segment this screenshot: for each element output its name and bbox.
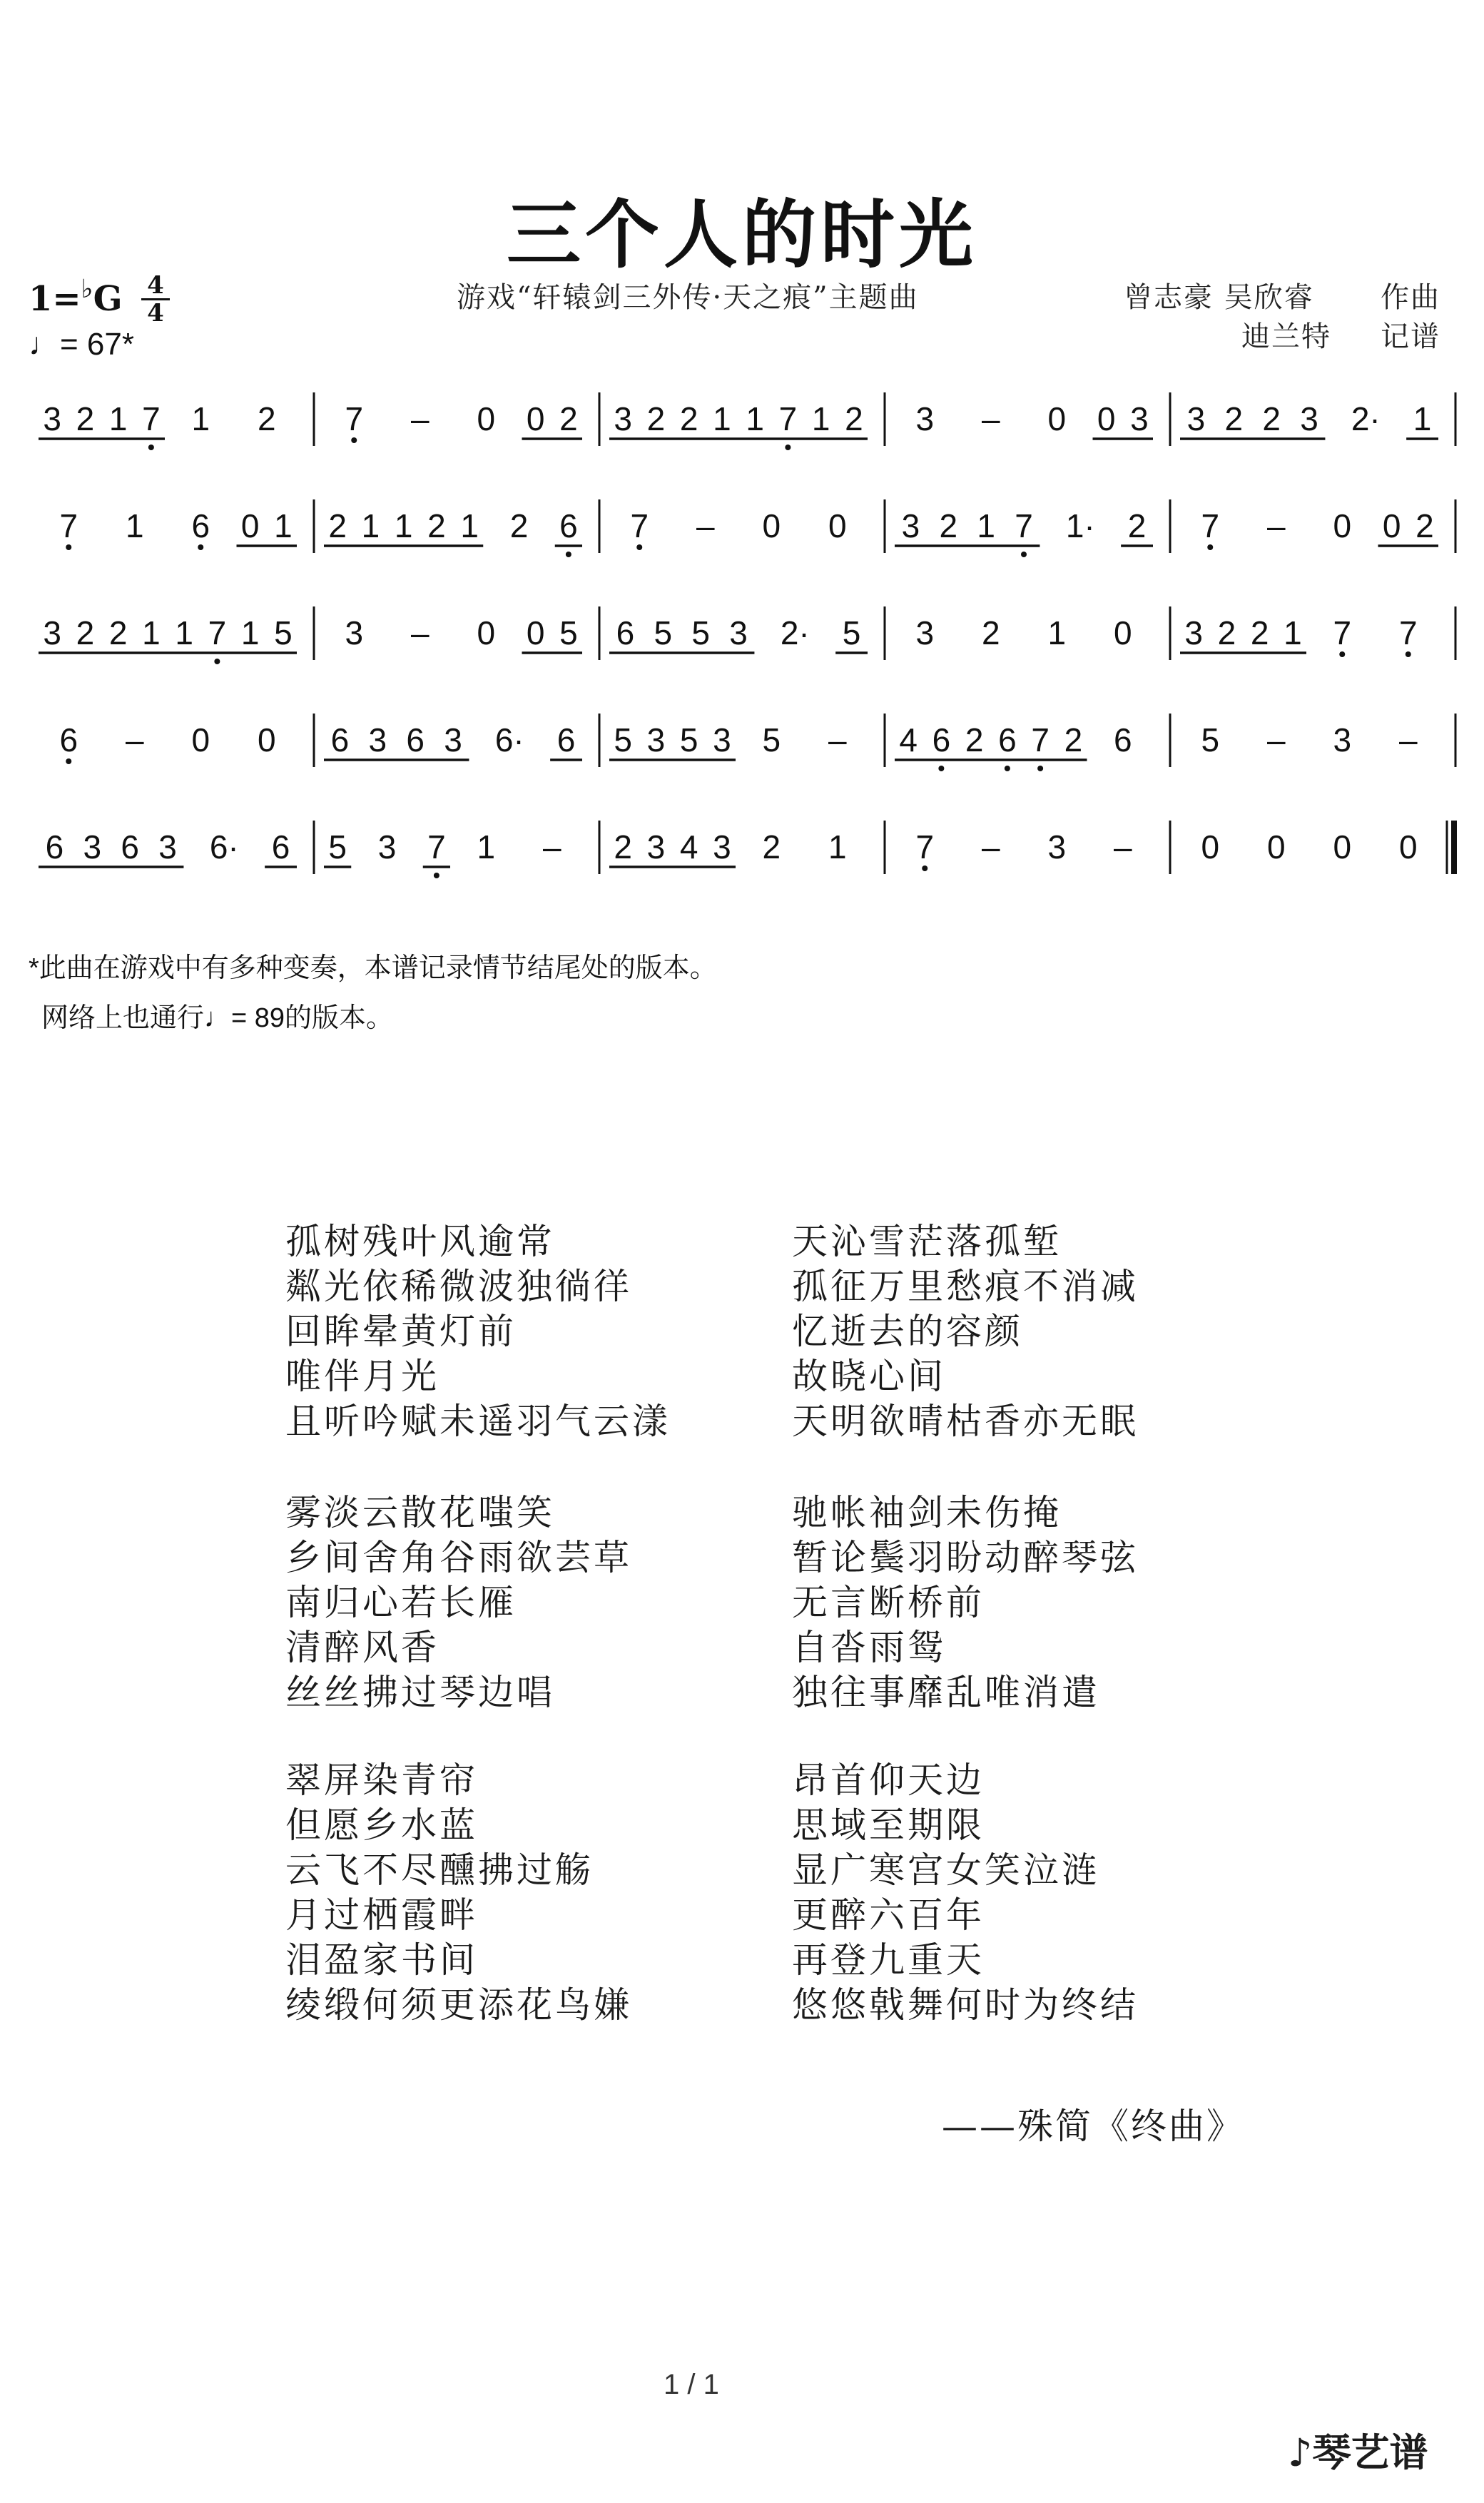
low-octave-dot [1037, 766, 1043, 771]
note: 1 [394, 507, 413, 544]
note: 6 [191, 507, 210, 544]
footnote-suffix: = 89的版本。 [231, 1003, 394, 1033]
note: 3 [1184, 614, 1203, 651]
low-octave-dot [1207, 544, 1213, 550]
note: 3 [646, 721, 666, 758]
note: 3 [646, 828, 666, 865]
note: 2· [1351, 400, 1381, 437]
lyric-line: 丝丝拂过琴边唱 [285, 1672, 555, 1713]
dash-extension: – [981, 828, 1000, 865]
final-barline [1451, 821, 1457, 874]
note: 5 [654, 614, 673, 651]
note: 3 [915, 400, 935, 437]
quarter-note-icon: ♩ [204, 1003, 232, 1033]
note: 1 [811, 400, 830, 437]
note: 7 [915, 828, 935, 865]
low-octave-dot [566, 552, 571, 557]
low-octave-dot [66, 758, 71, 764]
note: 0 [240, 507, 260, 544]
note: 3 [1300, 400, 1318, 437]
note: 5 [691, 614, 710, 651]
note: 2 [1217, 614, 1236, 651]
note: 7 [1333, 614, 1352, 651]
note: 5 [842, 614, 861, 651]
note: 2 [1127, 507, 1147, 544]
composers: 曾志豪 吴欣睿 [1124, 281, 1314, 314]
low-octave-dot [1021, 552, 1027, 557]
note: 2 [559, 400, 578, 437]
low-octave-dot [1005, 766, 1010, 771]
low-octave-dot [938, 766, 944, 771]
footnote-prefix: 网络上也通行 [41, 1003, 205, 1033]
flat-sign: ♭ [81, 275, 93, 304]
key-prefix: 1= [29, 279, 81, 319]
note: 2 [1416, 507, 1434, 544]
site-logo [1288, 2422, 1428, 2477]
note: 0 [1398, 828, 1418, 865]
note: 0 [1266, 828, 1286, 865]
lyric-line: 雾淡云散花嗤笑 [285, 1492, 555, 1533]
note: 1 [240, 614, 260, 651]
quarter-note-icon: ♩ [29, 327, 60, 362]
score-row-svg [0, 485, 1484, 571]
lyric-line: 泪盈家书间 [285, 1939, 478, 1981]
note: 7 [208, 614, 227, 651]
lyric-line: 粼光依稀微波独徜徉 [285, 1266, 632, 1307]
lyric-line: 且听吟赋未遥羽气云漾 [285, 1401, 671, 1442]
score-row [0, 806, 1484, 892]
lyric-line: 云飞不尽醺拂过觞 [285, 1849, 594, 1891]
note: 6 [559, 507, 578, 544]
note: 3 [614, 400, 632, 437]
note: 6 [616, 614, 635, 651]
note: 3 [1186, 400, 1206, 437]
lyric-line: 再登九重天 [792, 1939, 985, 1981]
note: 3 [444, 721, 462, 758]
note: 0 [191, 721, 210, 758]
note: 2 [1250, 614, 1269, 651]
lyric-line: 南归心若长雁 [285, 1582, 517, 1623]
note: 1 [1047, 614, 1067, 651]
note: 3 [83, 828, 102, 865]
note: 3 [158, 828, 177, 865]
footnote-line-1: *此曲在游戏中有多种变奏，本谱记录情节结尾处的版本。 [29, 953, 717, 983]
dash-extension: – [981, 400, 1000, 437]
note: 2 [614, 828, 632, 865]
lyric-line: 驰帐袖剑未伤掩 [792, 1492, 1062, 1533]
lyric-line: 但愿乡水蓝 [285, 1804, 478, 1846]
meter-bottom: 4 [147, 299, 164, 328]
note: 2 [939, 507, 958, 544]
note: 5 [328, 828, 347, 865]
lyric-line: 悠悠戟舞何时为终结 [792, 1984, 1139, 2026]
lyric-line: 孤征万里愁痕不消减 [792, 1266, 1139, 1307]
note: 5 [559, 614, 578, 651]
low-octave-dot [434, 873, 439, 878]
note: 2 [76, 614, 95, 651]
note: 3 [368, 721, 387, 758]
lyric-line: 天明欲晴枯香亦无眠 [792, 1401, 1139, 1442]
lyric-line: 忆逝去的容颜 [792, 1311, 1023, 1352]
low-octave-dot [1406, 651, 1411, 657]
note: 7 [1398, 614, 1418, 651]
dash-extension: – [125, 721, 144, 758]
note: 3 [1333, 721, 1352, 758]
footnote-line-2 [41, 995, 393, 1035]
note: 1 [977, 507, 995, 544]
note: 0 [1333, 507, 1352, 544]
note: 1 [191, 400, 210, 437]
dash-extension: – [1113, 828, 1132, 865]
lyric-line: 清醉风香 [285, 1627, 439, 1668]
note: 2 [762, 828, 781, 865]
key-letter: G [93, 279, 123, 319]
note: 7 [345, 400, 364, 437]
note: 2 [679, 400, 698, 437]
note: 3 [377, 828, 397, 865]
note: 4 [679, 828, 698, 865]
score-row [0, 378, 1484, 464]
note: 1 [1284, 614, 1302, 651]
lyric-line: 回眸晕黄灯前 [285, 1311, 517, 1352]
note: 3 [901, 507, 920, 544]
note: 2 [108, 614, 128, 651]
dash-extension: – [410, 400, 430, 437]
note: 0 [1097, 400, 1116, 437]
dash-extension: – [1266, 721, 1286, 758]
note: 0 [1113, 614, 1132, 651]
note: 3 [713, 721, 731, 758]
low-octave-dot [148, 445, 154, 450]
music-note-icon: ♪ [1288, 2430, 1313, 2475]
note: 0 [526, 400, 545, 437]
note: 6 [121, 828, 139, 865]
lyric-line: 显广寒宫女笑泣涟 [792, 1849, 1100, 1891]
note: 5 [1201, 721, 1220, 758]
low-octave-dot [66, 544, 71, 550]
lyric-line: 故晓心间 [792, 1356, 946, 1397]
note: 7 [427, 828, 446, 865]
note: 2 [257, 400, 276, 437]
meter-top: 4 [147, 271, 164, 300]
dash-extension: – [542, 828, 561, 865]
lyric-line: 昂首仰天边 [792, 1760, 985, 1801]
note: 0 [1333, 828, 1352, 865]
note: 7 [630, 507, 649, 544]
note: 3 [729, 614, 748, 651]
score-row-svg [0, 592, 1484, 678]
note: 7 [142, 400, 161, 437]
note: 5 [762, 721, 781, 758]
lyric-line: 孤树残叶风逾常 [285, 1221, 555, 1262]
time-signature [139, 273, 172, 326]
composer-role: 作曲 [1381, 281, 1440, 314]
note: 2 [1224, 400, 1244, 437]
note: 7 [59, 507, 78, 544]
note: 7 [1201, 507, 1220, 544]
subtitle: 游戏“轩辕剑三外传·天之痕”主题曲 [457, 281, 919, 314]
note: 6· [494, 721, 524, 758]
note: 1 [1413, 400, 1432, 437]
key-signature [29, 275, 123, 319]
note: 4 [899, 721, 918, 758]
score-row [0, 485, 1484, 571]
logo-text: 琴艺谱 [1312, 2430, 1428, 2475]
note: 6 [59, 721, 78, 758]
note: 0 [526, 614, 545, 651]
note: 6 [932, 721, 951, 758]
lyric-line: 无言断桥前 [792, 1582, 985, 1623]
lyric-line: 思域至期限 [792, 1804, 985, 1846]
dash-extension: – [1266, 507, 1286, 544]
note: 2 [76, 400, 95, 437]
note: 2· [780, 614, 810, 651]
note: 5 [679, 721, 698, 758]
note: 3 [1047, 828, 1067, 865]
lyric-line: 暂论鬓羽盼动醉琴弦 [792, 1537, 1139, 1578]
page-number: 1 / 1 [664, 2369, 719, 2400]
low-octave-dot [198, 544, 203, 550]
note: 1 [828, 828, 847, 865]
note: 6 [45, 828, 64, 865]
score-row-svg [0, 378, 1484, 464]
note: 6 [271, 828, 290, 865]
note: 1 [274, 507, 293, 544]
poem-source: ——殊简《终曲》 [942, 2106, 1244, 2147]
note: 0 [477, 400, 496, 437]
note: 0 [477, 614, 496, 651]
note: 0 [257, 721, 276, 758]
note: 1 [108, 400, 128, 437]
note: 5 [274, 614, 293, 651]
dash-extension: – [1398, 721, 1418, 758]
lyric-line: 独往事靡乱唯消遣 [792, 1672, 1100, 1713]
score-row-svg [0, 699, 1484, 785]
note: 6 [1113, 721, 1132, 758]
note: 3 [43, 614, 61, 651]
note: 1 [746, 400, 764, 437]
note: 2 [1262, 400, 1281, 437]
note: 3 [345, 614, 364, 651]
note: 2 [509, 507, 529, 544]
note: 6· [209, 828, 239, 865]
dash-extension: – [410, 614, 430, 651]
note: 3 [1130, 400, 1149, 437]
dash-extension: – [696, 507, 715, 544]
transcriber-role: 记谱 [1381, 320, 1440, 353]
note: 7 [1031, 721, 1050, 758]
note: 0 [828, 507, 847, 544]
lyric-line: 天沁雪茫落孤堑 [792, 1221, 1062, 1262]
lyric-line: 绫缎何须更添花鸟嫌 [285, 1984, 632, 2026]
transcriber: 迪兰特 [1241, 320, 1331, 353]
note: 2 [328, 507, 347, 544]
note: 2 [646, 400, 666, 437]
lyric-line: 月过栖霞畔 [285, 1894, 478, 1936]
page-title: 三个人的时光 [506, 191, 977, 278]
note: 0 [762, 507, 781, 544]
note: 2 [965, 721, 984, 758]
note: 2 [845, 400, 863, 437]
note: 3 [43, 400, 61, 437]
lyric-line: 乡间舍角谷雨欲芸草 [285, 1537, 632, 1578]
low-octave-dot [922, 865, 928, 871]
lyric-line: 更醉六百年 [792, 1894, 985, 1936]
note: 2 [427, 507, 446, 544]
note: 1 [460, 507, 479, 544]
lyric-line: 翠屏染青帘 [285, 1760, 478, 1801]
low-octave-dot [351, 437, 357, 443]
note: 0 [1047, 400, 1067, 437]
score-row-svg [0, 806, 1484, 892]
note: 1 [125, 507, 144, 544]
note: 0 [1201, 828, 1220, 865]
dash-extension: – [828, 721, 847, 758]
note: 0 [1382, 507, 1401, 544]
note: 1 [142, 614, 161, 651]
low-octave-dot [214, 659, 220, 664]
note: 6 [998, 721, 1017, 758]
note: 2 [1064, 721, 1083, 758]
note: 6 [330, 721, 350, 758]
score-row [0, 592, 1484, 678]
low-octave-dot [1339, 651, 1345, 657]
note: 1 [713, 400, 731, 437]
note: 3 [713, 828, 731, 865]
note: 1 [477, 828, 496, 865]
note: 1 [175, 614, 193, 651]
note: 3 [915, 614, 935, 651]
note: 1 [361, 507, 380, 544]
low-octave-dot [785, 445, 791, 450]
note: 7 [778, 400, 798, 437]
note: 6 [406, 721, 425, 758]
note: 7 [1015, 507, 1033, 544]
lyric-line: 唯伴月光 [285, 1356, 439, 1397]
note: 1· [1065, 507, 1095, 544]
note: 5 [614, 721, 632, 758]
tempo-marking [29, 327, 134, 362]
note: 6 [556, 721, 576, 758]
lyric-line: 自沓雨鸳 [792, 1627, 946, 1668]
note: 2 [981, 614, 1000, 651]
low-octave-dot [636, 544, 642, 550]
tempo-value: = 67* [60, 327, 134, 362]
score-row [0, 699, 1484, 785]
